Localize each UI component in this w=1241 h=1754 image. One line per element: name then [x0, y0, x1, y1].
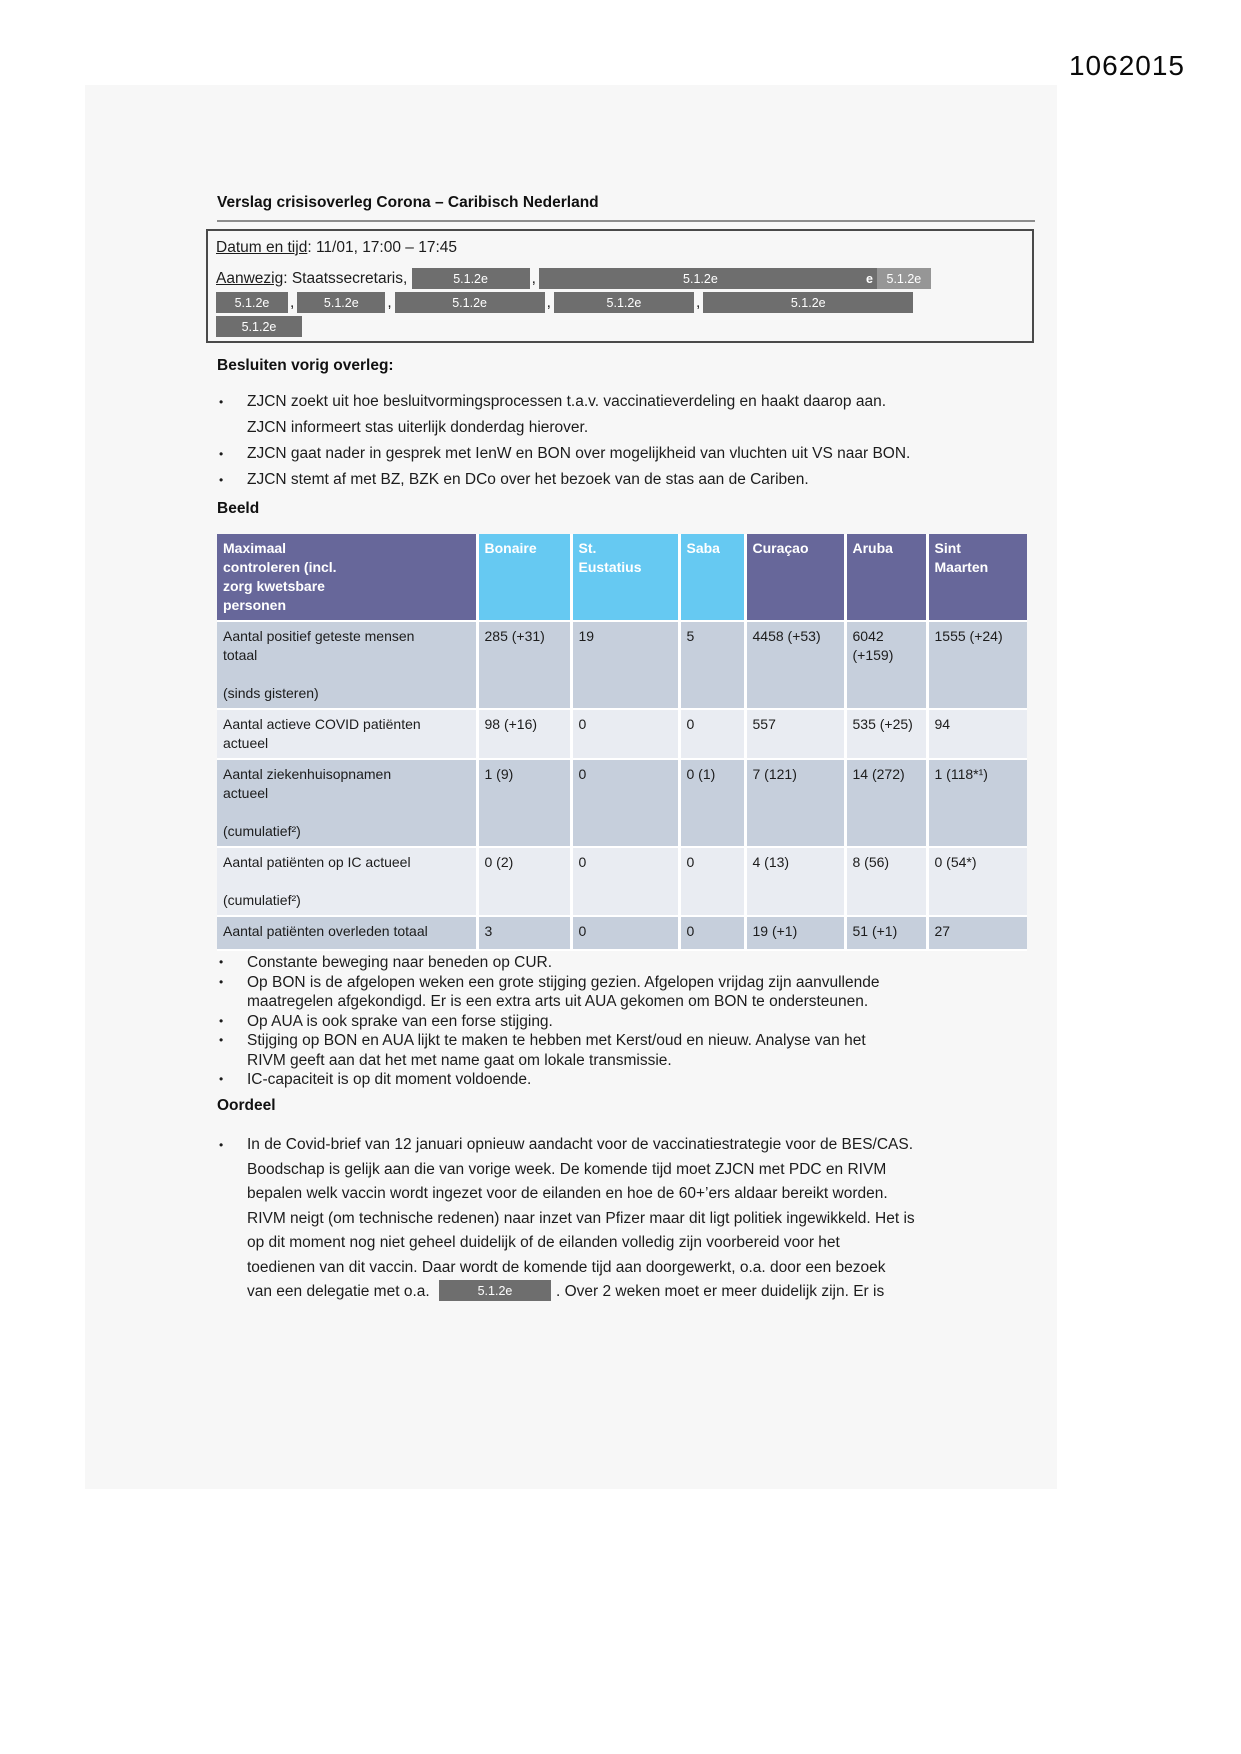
- comma: ,: [546, 294, 551, 311]
- table-corner-header: [217, 534, 477, 621]
- header-line: Eustatius: [578, 559, 642, 575]
- list-item: [219, 1133, 1031, 1305]
- bullet-text: [247, 1012, 1031, 1032]
- cell-value: 3: [477, 916, 571, 950]
- column-header: [571, 534, 679, 621]
- label-line: (cumulatief²): [223, 823, 301, 839]
- cell-value: 27: [927, 916, 1027, 950]
- bullet-text: [247, 953, 1031, 973]
- redaction-box-light: 5.1.2e: [877, 268, 931, 289]
- cell-value: 0 (1): [679, 759, 745, 847]
- bullet-text: [247, 973, 1031, 1012]
- bullet-text: [247, 389, 1031, 441]
- comma: ,: [290, 294, 295, 311]
- bullet-text: [247, 1031, 1031, 1070]
- text-line: Op AUA is ook sprake van een forse stijging.: [247, 1012, 553, 1030]
- column-header: [927, 534, 1027, 621]
- text-line: ZJCN informeert stas uiterlijk donderdag hierover.: [247, 419, 589, 436]
- cell-value: 1555 (+24): [927, 621, 1027, 709]
- label-line: Aantal patiënten overleden totaal: [223, 923, 428, 939]
- cell-value: 0: [571, 847, 679, 916]
- text-line: Boodschap is gelijk aan die van vorige week. De komende tijd moet ZJCN met PDC en RIVM: [247, 1160, 887, 1178]
- list-item: [219, 953, 1031, 973]
- column-header: [745, 534, 845, 621]
- label-line: Aantal positief geteste mensen: [223, 628, 415, 644]
- text-line: maatregelen afgekondigd. Er is een extra arts uit AUA gekomen om BON te ondersteunen.: [247, 993, 869, 1010]
- label-line: actueel: [223, 735, 269, 751]
- list-item: [219, 1031, 1031, 1070]
- label-line: (sinds gisteren): [223, 685, 319, 701]
- page-title: Verslag crisisoverleg Corona – Caribisch Nederland: [217, 194, 1035, 222]
- list-item: [219, 389, 1031, 441]
- bullet-icon: •: [219, 473, 224, 487]
- table-row: [217, 759, 1027, 847]
- header-line: Maarten: [934, 559, 989, 575]
- label-line: actueel: [223, 785, 269, 801]
- text-before-redaction: van een delegatie met o.a.: [247, 1283, 434, 1300]
- header-line: Bonaire: [484, 540, 537, 556]
- row-label: [217, 621, 477, 709]
- label-line: [223, 872, 470, 891]
- column-header: [679, 534, 745, 621]
- cell-value: 0 (54*): [927, 847, 1027, 916]
- bullet-icon: •: [219, 447, 224, 461]
- text-line: ZJCN stemt af met BZ, BZK en DCo over het bezoek van de stas aan de Cariben.: [247, 471, 809, 488]
- cell-value: 0: [679, 847, 745, 916]
- cell-value: 0 (2): [477, 847, 571, 916]
- text-line: IC-capaciteit is op dit moment voldoende.: [247, 1071, 532, 1088]
- redaction-box: 5.1.2e: [297, 292, 385, 313]
- cell-value: 94: [927, 709, 1027, 759]
- header-line: zorg kwetsbare: [223, 578, 325, 594]
- cell-value: 285 (+31): [477, 621, 571, 709]
- text-line: bepalen welk vaccin wordt ingezet voor de eilanden en hoe de 60+’ers aldaar bereikt worden.: [247, 1185, 888, 1202]
- cell-value: 6042 (+159): [845, 621, 927, 709]
- table-row: [217, 621, 1027, 709]
- bullet-icon: •: [219, 974, 224, 989]
- datum-value: : 11/01, 17:00 – 17:45: [307, 239, 457, 256]
- cell-value: 557: [745, 709, 845, 759]
- label-line: (cumulatief²): [223, 892, 301, 908]
- aanwezig-line-3: [216, 316, 1024, 338]
- cell-value: 5: [679, 621, 745, 709]
- bullet-icon: •: [219, 1072, 224, 1086]
- header-line: Curaçao: [752, 540, 809, 556]
- oordeel-bullet-list: [219, 1133, 1031, 1305]
- cell-value: 0: [679, 709, 745, 759]
- bullet-text: [247, 1133, 1031, 1305]
- text-line: toedienen van dit vaccin. Daar wordt de komende tijd aan doorgewerkt, o.a. door een bezoek: [247, 1258, 886, 1276]
- table-row: [217, 847, 1027, 916]
- table-row: [217, 916, 1027, 950]
- header-line: St.: [578, 540, 597, 556]
- bullet-icon: •: [219, 1138, 224, 1152]
- aanwezig-line-1: [216, 268, 1024, 290]
- label-line: Aantal actieve COVID patiënten: [223, 716, 421, 732]
- header-line: personen: [223, 597, 287, 613]
- text-after-redaction: . Over 2 weken moet er meer duidelijk zijn. Er is: [556, 1283, 885, 1300]
- comma: ,: [695, 294, 701, 311]
- list-item: [219, 1012, 1031, 1032]
- comma: ,: [531, 270, 536, 287]
- beeld-bullet-list: [219, 953, 1031, 1090]
- section-heading-besluiten: Besluiten vorig overleg:: [217, 357, 394, 374]
- besluiten-bullet-list: [219, 389, 1031, 493]
- cell-value: 19: [571, 621, 679, 709]
- label-line: Aantal ziekenhuisopnamen: [223, 766, 392, 782]
- header-line: Maximaal: [223, 540, 287, 556]
- cell-value: 1 (118*¹): [927, 759, 1027, 847]
- header-line: Aruba: [852, 540, 893, 556]
- datum-label: Datum en tijd: [216, 239, 308, 256]
- column-header: [845, 534, 927, 621]
- cell-value: 14 (272): [845, 759, 927, 847]
- header-line: Sint: [934, 540, 961, 556]
- list-item: [219, 1070, 1031, 1090]
- cell-value: 0: [571, 709, 679, 759]
- cell-value: 0: [571, 916, 679, 950]
- comma: ,: [387, 294, 392, 311]
- list-item: [219, 973, 1031, 1012]
- text-line-with-redaction: [247, 1280, 1031, 1305]
- datum-line: [216, 237, 1024, 259]
- bullet-text: [247, 1070, 1031, 1090]
- label-line: totaal: [223, 647, 258, 663]
- text-line: In de Covid-brief van 12 januari opnieuw aandacht voor de vaccinatiestrategie voor de BES/CAS.: [247, 1136, 914, 1153]
- text-line: op dit moment nog niet geheel duidelijk of de eilanden volledig zijn voorbereid voor het: [247, 1234, 840, 1251]
- cell-value: 8 (56): [845, 847, 927, 916]
- header-line: controleren (incl.: [223, 559, 337, 575]
- row-label: [217, 916, 477, 950]
- row-label: [217, 709, 477, 759]
- redaction-box-group: [539, 268, 931, 289]
- redaction-box: 5.1.2e: [539, 268, 862, 289]
- table-header-row: [217, 534, 1027, 621]
- label-line: Aantal patiënten op IC actueel: [223, 854, 411, 870]
- aanwezig-line-2: [216, 292, 1024, 314]
- text-line: RIVM geeft aan dat het met name gaat om lokale transmissie.: [247, 1051, 672, 1069]
- document-number: 1062015: [1068, 50, 1185, 81]
- cell-value: 0: [679, 916, 745, 950]
- bullet-icon: •: [219, 395, 224, 409]
- redaction-box: 5.1.2e: [216, 292, 288, 313]
- text-line: Constante beweging naar beneden op CUR.: [247, 954, 553, 971]
- text-line: Stijging op BON en AUA lijkt te maken te hebben met Kerst/oud en nieuw. Analyse van het: [247, 1032, 866, 1049]
- bullet-text: [247, 467, 1031, 493]
- cell-value: 51 (+1): [845, 916, 927, 950]
- text-line: ZJCN zoekt uit hoe besluitvormingsprocessen t.a.v. vaccinatieverdeling en haakt daarop aan.: [247, 393, 887, 410]
- row-label: [217, 759, 477, 847]
- column-header: [477, 534, 571, 621]
- row-label: [217, 847, 477, 916]
- redaction-box: 5.1.2e: [439, 1280, 551, 1301]
- aanwezig-label: Aanwezig: [216, 270, 284, 287]
- header-line: Saba: [686, 540, 720, 556]
- section-heading-beeld: Beeld: [217, 500, 260, 517]
- label-line: [223, 803, 470, 822]
- cell-value: 4458 (+53): [745, 621, 845, 709]
- meeting-info-box: [206, 229, 1034, 343]
- cell-value: 98 (+16): [477, 709, 571, 759]
- covid-stats-table: [217, 534, 1027, 951]
- cell-value: 1 (9): [477, 759, 571, 847]
- bullet-text: [247, 441, 1031, 467]
- list-item: [219, 467, 1031, 493]
- table-row: [217, 709, 1027, 759]
- redaction-box: 5.1.2e: [703, 292, 913, 313]
- text-line: RIVM neigt (om technische redenen) naar inzet van Pfizer maar dit ligt politiek ingewikkeld. Het is: [247, 1209, 915, 1227]
- redaction-suffix: e: [862, 268, 877, 289]
- bullet-icon: •: [219, 1033, 224, 1047]
- list-item: [219, 441, 1031, 467]
- text-line: Op BON is de afgelopen weken een grote stijging gezien. Afgelopen vrijdag zijn aanvullende: [247, 973, 880, 991]
- redaction-box: 5.1.2e: [216, 316, 302, 337]
- cell-value: 4 (13): [745, 847, 845, 916]
- cell-value: 535 (+25): [845, 709, 927, 759]
- cell-value: 7 (121): [745, 759, 845, 847]
- text-line: ZJCN gaat nader in gesprek met IenW en BON over mogelijkheid van vluchten uit VS naar BON.: [247, 445, 911, 462]
- redaction-box: 5.1.2e: [395, 292, 545, 313]
- aanwezig-value: : Staatssecretaris,: [283, 270, 408, 287]
- bullet-icon: •: [219, 955, 224, 969]
- redaction-box: 5.1.2e: [554, 292, 694, 313]
- label-line: [223, 665, 470, 684]
- cell-value: 19 (+1): [745, 916, 845, 950]
- cell-value: 0: [571, 759, 679, 847]
- bullet-icon: •: [219, 1013, 224, 1028]
- section-heading-oordeel: Oordeel: [217, 1097, 276, 1114]
- redaction-box: 5.1.2e: [412, 268, 530, 289]
